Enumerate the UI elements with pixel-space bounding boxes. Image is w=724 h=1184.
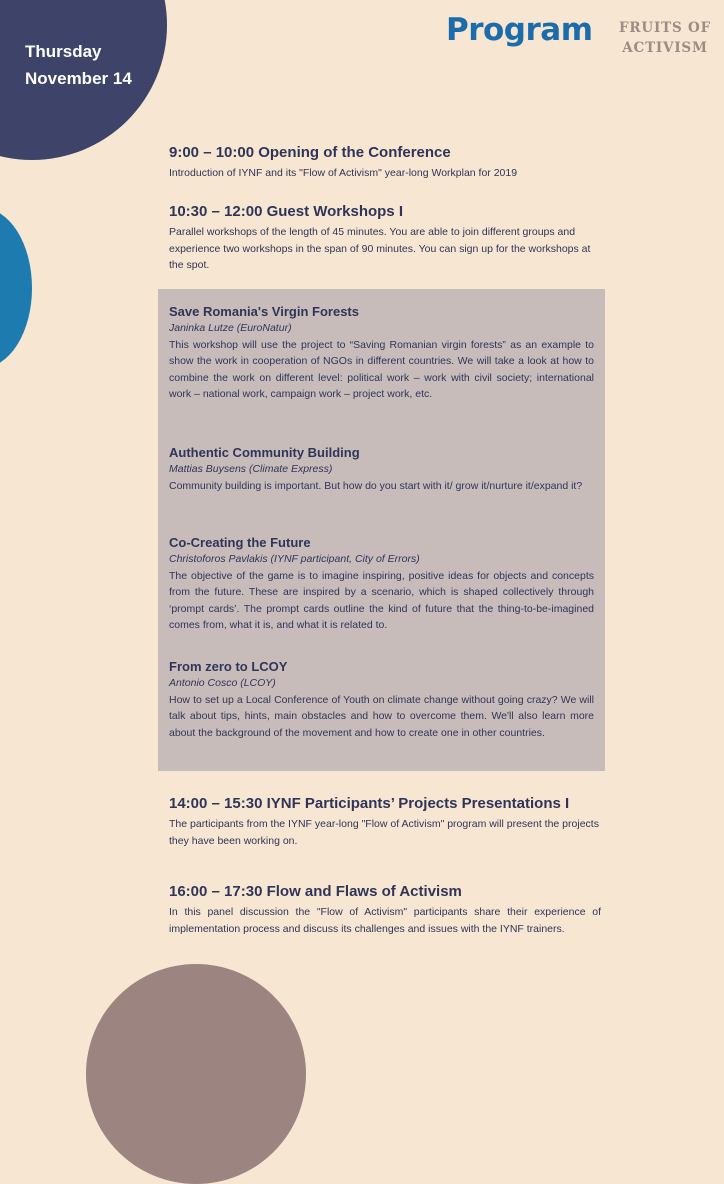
workshop-description: This workshop will use the project to “Saving Romanian virgin forests” as an example to show the work in cooperation of NGOs in different countries. We will take a look at how to combine the work on different level: political work – work with civil society; international work – national work, campaign work – project work, etc. [169, 338, 594, 400]
workshop-item [169, 658, 594, 741]
workshop-title: Co-Creating the Future [169, 535, 311, 550]
decorative-circle-mauve [86, 964, 306, 1184]
session-panel-discussion [169, 883, 601, 937]
workshop-item [169, 534, 594, 634]
workshop-description: How to set up a Local Conference of Youth on climate change without going crazy? We will talk about tips, hints, main obstacles and how to overcome them. We'll also learn more about the background of the movement and how to create one in other countries. [169, 693, 594, 739]
workshop-speaker: Mattias Buysens (Climate Express) [169, 463, 333, 475]
session-description: Introduction of IYNF and its "Flow of Activism" year-long Workplan for 2019 [169, 167, 518, 179]
event-date-text: November 14 [25, 69, 132, 88]
brand-line-1: FRUITS OF [619, 20, 711, 36]
workshop-speaker: Christoforos Pavlakis (IYNF participant, City of Errors) [169, 553, 420, 565]
workshop-title: Save Romania's Virgin Forests [169, 304, 359, 319]
workshop-speaker: Janinka Lutze (EuroNatur) [169, 322, 292, 334]
workshop-description: Community building is important. But how do you start with it/ grow it/nurture it/expand it? [169, 479, 583, 492]
session-description: Parallel workshops of the length of 45 minutes. You are able to join different groups and experience two workshops in the span of 90 minutes. You can sign up for the workshops at the spot. [169, 226, 591, 271]
brand-logo-text [614, 18, 716, 58]
session-heading: 16:00 – 17:30 Flow and Flaws of Activism [169, 883, 462, 900]
session-project-presentations [169, 795, 601, 849]
workshops-panel [158, 289, 605, 771]
workshop-item [169, 444, 594, 494]
workshop-description: The objective of the game is to imagine inspiring, positive ideas for objects and concepts from the future. These are inspired by a scenario, which is shaped collectively through ‘prompt cards’. The prompt cards outline the kind of future that the thing-to-be-imagined comes from, what it is, and what it is related to. [169, 569, 594, 631]
session-opening [169, 144, 601, 182]
workshop-title: Authentic Community Building [169, 445, 360, 460]
session-heading: 14:00 – 15:30 IYNF Participants’ Projects Presentations I [169, 795, 570, 812]
session-description: The participants from the IYNF year-long "Flow of Activism" program will present the projects they have been working on. [169, 818, 599, 847]
workshop-title: From zero to LCOY [169, 659, 288, 674]
session-description: In this panel discussion the "Flow of Activism" participants share their experience of implementation process and discuss its challenges and issues with the IYNF trainers. [169, 906, 601, 935]
event-date [25, 38, 132, 92]
decorative-circle-blue [0, 208, 32, 368]
session-guest-workshops [169, 203, 601, 274]
page-title: Program [446, 12, 593, 48]
brand-line-2: ACTIVISM [622, 40, 708, 56]
event-day: Thursday [25, 42, 102, 61]
session-heading: 9:00 – 10:00 Opening of the Conference [169, 144, 451, 161]
session-heading: 10:30 – 12:00 Guest Workshops I [169, 203, 403, 220]
workshop-item [169, 303, 594, 403]
workshop-speaker: Antonio Cosco (LCOY) [169, 677, 276, 689]
